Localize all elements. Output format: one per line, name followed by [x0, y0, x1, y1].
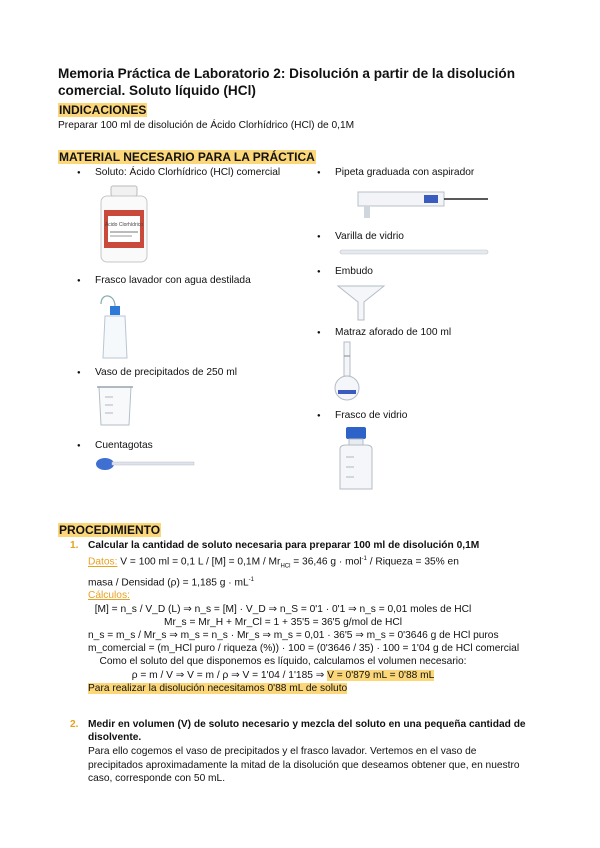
step-1-number: 1. [70, 540, 79, 551]
calc-line-4: m_comercial = (m_HCl puro / riqueza (%)) · 100 = (0'3646 / 35) · 100 = 1'04 g de HCl comercial [88, 643, 520, 655]
indicaciones-text: Preparar 100 ml de disolución de Ácido Clorhídrico (HCl) de 0,1M [58, 120, 355, 131]
dropper-image [95, 455, 200, 473]
step-2-number: 2. [70, 719, 79, 730]
step-1 [70, 539, 548, 695]
material-item-pipeta: ● Pipeta graduada con aspirador [335, 166, 474, 179]
material-item-varilla: ● Varilla de vidrio [335, 230, 404, 243]
calc-line-3: n_s = m_s / Mr_s ⇒ m_s = n_s · Mr_s ⇒ m_s = 0,01 · 36'5 ⇒ m_s = 0'3646 g de HCl puros [88, 630, 499, 642]
step-2 [70, 718, 533, 785]
bottle-label: Ácido Clorhídrico [104, 222, 144, 228]
calc-line-5: Como el soluto del que disponemos es líquido, calculamos el volumen necesario: [99, 656, 467, 668]
indicaciones-heading: INDICACIONES [59, 103, 147, 117]
calculos-label: Cálculos: [88, 590, 130, 602]
calc-line-6: ρ = m / V ⇒ V = m / ρ ⇒ V = 1'04 / 1'185 ⇒ V = 0'879 mL = 0'88 mL [131, 669, 435, 681]
calc-line-1: [M] = n_s / V_D (L) ⇒ n_s = [M] · V_D ⇒ n_S = 0'1 · 0'1 ⇒ n_s = 0,01 moles de HCl [94, 603, 472, 615]
material-item-frasco-lavador: ● Frasco lavador con agua destilada [95, 274, 251, 287]
hcl-bottle-image [95, 186, 153, 264]
material-item-soluto: ● Soluto: Ácido Clorhídrico (HCl) comercial [95, 166, 280, 179]
wash-bottle-image [95, 292, 135, 362]
datos-line-1: Datos: V = 100 ml = 0,1 $L / [M] = 0,1M / Mr_{HCl} = 36,46$ g · mol$^{-1}$ / Riqueza = 35% en [88, 556, 459, 570]
glass-bottle-image [336, 425, 376, 493]
step-2-title: Medir en volumen (V) de soluto necesario y mezcla del soluto en una pequeña cantidad de disolvente. [88, 719, 526, 744]
procedimiento-heading: PROCEDIMIENTO [59, 523, 161, 537]
page-title: Memoria Práctica de Laboratorio 2: Disolución a partir de la disolución comercial. Soluto líquido (HCl) [58, 66, 516, 98]
step-2-text: Para ello cogemos el vaso de precipitados y el frasco lavador. Vertemos en el vaso de precipitados aproximadamente la mitad de la disolución que deseamos obtener que, en nuestro caso, corresponde con 50 mL. [88, 746, 520, 784]
beaker-image [95, 383, 135, 429]
datos-line-2: masa / Densidad (ρ) = 1,185 $g \cdot mL^{-1}$ [88, 576, 255, 589]
funnel-image [336, 282, 386, 322]
material-item-frasco-vidrio: ● Frasco de vidrio [335, 409, 407, 422]
volume-result-highlight: V = 0'879 mL = 0'88 mL [327, 669, 435, 681]
step-1-result: Para realizar la disolución necesitamos 0'88 mL de soluto [88, 682, 348, 694]
pipette-image [352, 186, 492, 222]
volumetric-flask-image [334, 340, 360, 402]
material-heading: MATERIAL NECESARIO PARA LA PRÁCTICA [59, 150, 315, 164]
material-item-cuentagotas: ● Cuentagotas [95, 439, 153, 452]
material-item-vaso: ● Vaso de precipitados de 250 ml [95, 366, 237, 379]
step-1-title: Calcular la cantidad de soluto necesaria para preparar 100 ml de disolución 0,1M [88, 540, 480, 551]
material-item-embudo: ● Embudo [335, 265, 373, 278]
material-item-matraz: ● Matraz aforado de 100 ml [335, 326, 451, 339]
glass-rod-image [338, 248, 490, 256]
calc-line-2: Mr_s = Mr_H + Mr_Cl = 1 + 35'5 = 36'5 g/mol de HCl [163, 616, 403, 628]
